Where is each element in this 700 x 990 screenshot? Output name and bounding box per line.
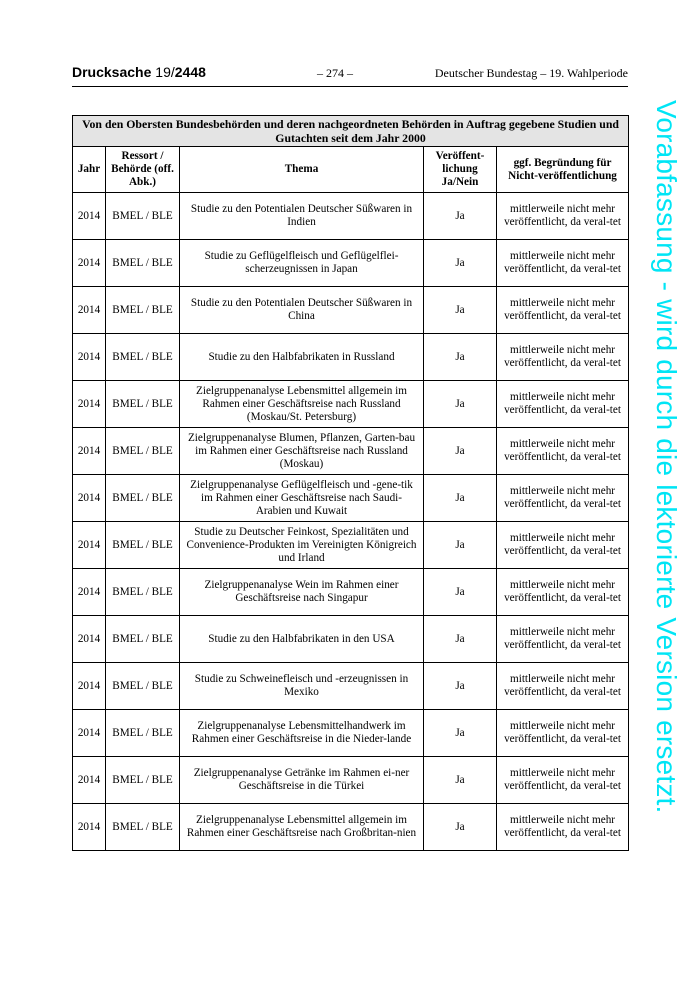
cell-thema: Studie zu Deutscher Feinkost, Spezialitäten und Convenience-Produkten im Vereinigten Königreich und Irland (180, 522, 424, 569)
cell-veroeff: Ja (424, 710, 497, 757)
cell-jahr: 2014 (73, 428, 106, 475)
cell-veroeff: Ja (424, 569, 497, 616)
cell-thema: Zielgruppenanalyse Lebensmittelhandwerk im Rahmen einer Geschäftsreise in die Nieder-lande (180, 710, 424, 757)
cell-veroeff: Ja (424, 475, 497, 522)
table-row (73, 663, 629, 710)
cell-jahr: 2014 (73, 804, 106, 851)
cell-jahr: 2014 (73, 475, 106, 522)
cell-veroeff: Ja (424, 334, 497, 381)
cell-ressort: BMEL / BLE (106, 569, 180, 616)
cell-begruendung: mittlerweile nicht mehr veröffentlicht, da veral-tet (497, 757, 629, 804)
watermark (640, 100, 690, 910)
cell-begruendung: mittlerweile nicht mehr veröffentlicht, da veral-tet (497, 193, 629, 240)
table-caption: Von den Obersten Bundesbehörden und deren nachgeordneten Behörden in Auftrag gegebene Studien und Gutachten seit dem Jahr 2000 (73, 116, 629, 147)
col-header-ressort: Ressort / Behörde (off. Abk.) (106, 147, 180, 193)
cell-veroeff: Ja (424, 428, 497, 475)
cell-jahr: 2014 (73, 569, 106, 616)
page-header (72, 62, 628, 87)
cell-ressort: BMEL / BLE (106, 804, 180, 851)
cell-begruendung: mittlerweile nicht mehr veröffentlicht, da veral-tet (497, 428, 629, 475)
watermark-text: Vorabfassung - wird durch die lektorierte Version ersetzt. (651, 100, 682, 814)
cell-veroeff: Ja (424, 240, 497, 287)
cell-veroeff: Ja (424, 663, 497, 710)
cell-thema: Zielgruppenanalyse Getränke im Rahmen ei-ner Geschäftsreise in die Türkei (180, 757, 424, 804)
publisher: Deutscher Bundestag – 19. Wahlperiode (434, 66, 628, 80)
table-row (73, 475, 629, 522)
table-row (73, 616, 629, 663)
table-row (73, 522, 629, 569)
cell-begruendung: mittlerweile nicht mehr veröffentlicht, da veral-tet (497, 287, 629, 334)
cell-begruendung: mittlerweile nicht mehr veröffentlicht, da veral-tet (497, 240, 629, 287)
cell-thema: Studie zu den Halbfabrikaten in den USA (180, 616, 424, 663)
cell-begruendung: mittlerweile nicht mehr veröffentlicht, da veral-tet (497, 804, 629, 851)
table-row (73, 569, 629, 616)
cell-ressort: BMEL / BLE (106, 616, 180, 663)
doc-label: Drucksache (72, 64, 152, 80)
cell-ressort: BMEL / BLE (106, 287, 180, 334)
cell-veroeff: Ja (424, 757, 497, 804)
cell-jahr: 2014 (73, 757, 106, 804)
table-row (73, 334, 629, 381)
cell-thema: Zielgruppenanalyse Lebensmittel allgemein im Rahmen einer Geschäftsreise nach Russland (Moskau/St. Petersburg) (180, 381, 424, 428)
cell-veroeff: Ja (424, 193, 497, 240)
col-header-veroeffentlichung: Veröffent-lichung Ja/Nein (424, 147, 497, 193)
cell-jahr: 2014 (73, 381, 106, 428)
cell-begruendung: mittlerweile nicht mehr veröffentlicht, da veral-tet (497, 616, 629, 663)
cell-thema: Zielgruppenanalyse Blumen, Pflanzen, Garten-bau im Rahmen einer Geschäftsreise nach Russland (Moskau) (180, 428, 424, 475)
cell-jahr: 2014 (73, 287, 106, 334)
col-header-jahr: Jahr (73, 147, 106, 193)
cell-ressort: BMEL / BLE (106, 193, 180, 240)
cell-begruendung: mittlerweile nicht mehr veröffentlicht, da veral-tet (497, 710, 629, 757)
table-row (73, 381, 629, 428)
cell-ressort: BMEL / BLE (106, 663, 180, 710)
cell-ressort: BMEL / BLE (106, 475, 180, 522)
cell-begruendung: mittlerweile nicht mehr veröffentlicht, da veral-tet (497, 334, 629, 381)
cell-ressort: BMEL / BLE (106, 757, 180, 804)
table-row (73, 287, 629, 334)
cell-thema: Studie zu den Potentialen Deutscher Süßwaren in China (180, 287, 424, 334)
page-number: – 274 – (317, 66, 353, 80)
cell-begruendung: mittlerweile nicht mehr veröffentlicht, da veral-tet (497, 475, 629, 522)
cell-jahr: 2014 (73, 663, 106, 710)
table-row (73, 757, 629, 804)
cell-begruendung: mittlerweile nicht mehr veröffentlicht, da veral-tet (497, 663, 629, 710)
cell-jahr: 2014 (73, 710, 106, 757)
table-row (73, 428, 629, 475)
cell-veroeff: Ja (424, 287, 497, 334)
table-row (73, 804, 629, 851)
cell-thema: Studie zu den Halbfabrikaten in Russland (180, 334, 424, 381)
cell-thema: Zielgruppenanalyse Geflügelfleisch und -gene-tik im Rahmen einer Geschäftsreise nach Saudi-Arabien und Kuwait (180, 475, 424, 522)
col-header-begruendung: ggf. Begründung für Nicht-veröffentlichung (497, 147, 629, 193)
cell-thema: Zielgruppenanalyse Wein im Rahmen einer Geschäftsreise nach Singapur (180, 569, 424, 616)
cell-jahr: 2014 (73, 616, 106, 663)
col-header-thema: Thema (180, 147, 424, 193)
table-row (73, 240, 629, 287)
cell-ressort: BMEL / BLE (106, 381, 180, 428)
cell-jahr: 2014 (73, 240, 106, 287)
cell-begruendung: mittlerweile nicht mehr veröffentlicht, da veral-tet (497, 381, 629, 428)
table-header-row (73, 147, 629, 193)
cell-thema: Studie zu Geflügelfleisch und Geflügelflei-scherzeugnissen in Japan (180, 240, 424, 287)
cell-jahr: 2014 (73, 334, 106, 381)
cell-thema: Studie zu Schweinefleisch und -erzeugnissen in Mexiko (180, 663, 424, 710)
cell-ressort: BMEL / BLE (106, 522, 180, 569)
cell-veroeff: Ja (424, 381, 497, 428)
cell-ressort: BMEL / BLE (106, 710, 180, 757)
cell-begruendung: mittlerweile nicht mehr veröffentlicht, da veral-tet (497, 569, 629, 616)
document-number (72, 64, 206, 80)
studies-table (72, 115, 629, 851)
doc-number: 2448 (174, 64, 206, 80)
cell-jahr: 2014 (73, 522, 106, 569)
doc-period: 19/ (155, 64, 175, 80)
table-body (73, 193, 629, 851)
cell-begruendung: mittlerweile nicht mehr veröffentlicht, da veral-tet (497, 522, 629, 569)
cell-veroeff: Ja (424, 616, 497, 663)
table-row (73, 710, 629, 757)
cell-thema: Studie zu den Potentialen Deutscher Süßwaren in Indien (180, 193, 424, 240)
cell-ressort: BMEL / BLE (106, 334, 180, 381)
cell-ressort: BMEL / BLE (106, 428, 180, 475)
cell-jahr: 2014 (73, 193, 106, 240)
cell-ressort: BMEL / BLE (106, 240, 180, 287)
cell-thema: Zielgruppenanalyse Lebensmittel allgemein im Rahmen einer Geschäftsreise nach Großbritan-nien (180, 804, 424, 851)
cell-veroeff: Ja (424, 522, 497, 569)
cell-veroeff: Ja (424, 804, 497, 851)
table-row (73, 193, 629, 240)
